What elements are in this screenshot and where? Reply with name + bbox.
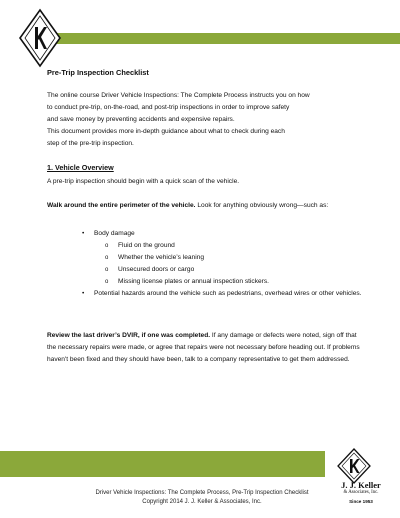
hollow-bullet-icon: o bbox=[105, 267, 109, 273]
intro-paragraph bbox=[47, 90, 367, 150]
list-item bbox=[47, 252, 367, 264]
jj-keller-logo-icon bbox=[18, 8, 62, 68]
hollow-bullet-icon: o bbox=[105, 243, 109, 249]
intro-line: to conduct pre-trip, on-the-road, and post-trip inspections in order to improve safety bbox=[47, 104, 290, 111]
intro-line: and save money by preventing accidents and expensive repairs. bbox=[47, 116, 235, 123]
intro-line: The online course Driver Vehicle Inspections: The Complete Process instructs you on how bbox=[47, 92, 310, 99]
review-dvir-paragraph bbox=[47, 330, 367, 366]
footer-green-band bbox=[0, 451, 325, 477]
inspection-bullet-list bbox=[47, 228, 367, 300]
review-dvir-rest: If any damage or defects were noted, sign off that the necessary repairs were made, or agree that repairs were not necessary before heading out. If problems haven't been fixed and they should have been, talk to a company representative to get them addressed. bbox=[47, 332, 360, 363]
header-green-band bbox=[27, 33, 400, 44]
list-item bbox=[47, 288, 387, 300]
footer-copyright: Copyright 2014 J. J. Keller & Associates, Inc. bbox=[142, 499, 262, 505]
intro-line: This document provides more in-depth guidance about what to check during each bbox=[47, 128, 285, 135]
sub-bullet-text: Missing license plates or annual inspection stickers. bbox=[118, 278, 269, 285]
list-item bbox=[47, 276, 367, 288]
review-dvir-bold: Review the last driver’s DVIR, if one was completed. bbox=[47, 332, 211, 339]
footer-title: Driver Vehicle Inspections: The Complete Process, Pre-Trip Inspection Checklist bbox=[95, 490, 309, 496]
brand-subtitle: & Associates, Inc. bbox=[343, 490, 379, 495]
hollow-bullet-icon: o bbox=[105, 279, 109, 285]
hollow-bullet-icon: o bbox=[105, 255, 109, 261]
document-title: Pre-Trip Inspection Checklist bbox=[47, 68, 149, 77]
walk-around-paragraph bbox=[47, 200, 357, 212]
bullet-icon: • bbox=[82, 290, 85, 297]
brand-name: J. J. Keller bbox=[341, 480, 381, 490]
intro-line: step of the pre-trip inspection. bbox=[47, 140, 134, 147]
sub-bullet-list bbox=[47, 240, 367, 288]
bullet-icon: • bbox=[82, 230, 85, 237]
sub-bullet-text: Fluid on the ground bbox=[118, 242, 175, 249]
jj-keller-footer-logo-icon bbox=[334, 448, 374, 484]
walk-around-rest: Look for anything obviously wrong—such as: bbox=[195, 202, 329, 209]
bullet-text: Body damage bbox=[94, 230, 135, 237]
footer bbox=[72, 489, 332, 507]
list-item bbox=[47, 264, 367, 276]
list-item bbox=[47, 228, 367, 240]
sub-bullet-text: Unsecured doors or cargo bbox=[118, 266, 195, 273]
sub-bullet-text: Whether the vehicle’s leaning bbox=[118, 254, 205, 261]
bullet-text: Potential hazards around the vehicle such as pedestrians, overhead wires or other vehicles. bbox=[94, 290, 362, 297]
overview-text: A pre-trip inspection should begin with a quick scan of the vehicle. bbox=[47, 178, 240, 185]
brand-since: Since 1953 bbox=[349, 499, 373, 504]
list-item bbox=[47, 240, 367, 252]
walk-around-bold: Walk around the entire perimeter of the vehicle. bbox=[47, 202, 196, 209]
section-heading: 1. Vehicle Overview bbox=[47, 163, 114, 172]
